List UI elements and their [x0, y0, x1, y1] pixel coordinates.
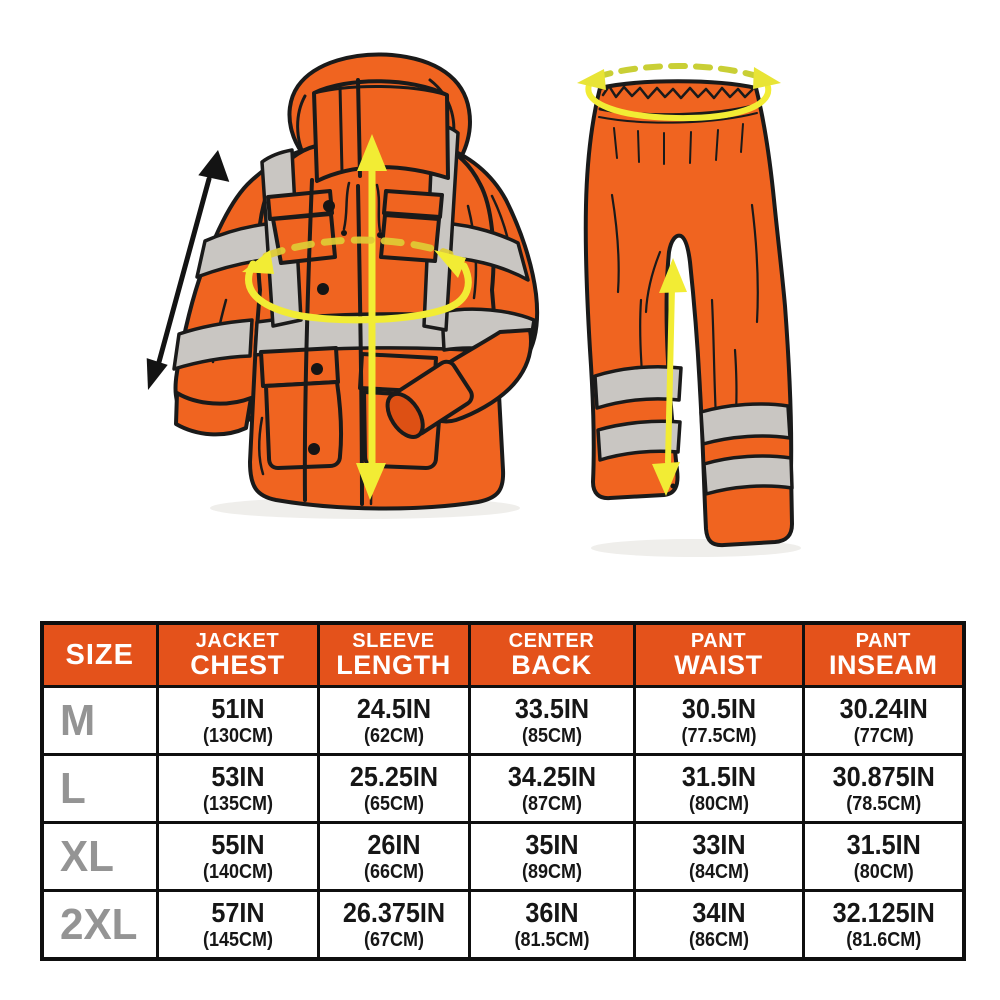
header-pant-inseam [803, 623, 964, 687]
value-in: 25.25IN [349, 760, 438, 792]
value-cell [803, 823, 964, 891]
table-row-2xl [42, 891, 964, 960]
value-in: 55IN [210, 828, 265, 860]
value-cm: (78.5CM) [845, 793, 921, 816]
value-in: 36IN [524, 896, 579, 928]
header-line2: BACK [511, 650, 592, 681]
value-cm: (81.5CM) [513, 929, 590, 952]
jacket-illustration [174, 54, 537, 508]
value-cm: (145CM) [202, 929, 273, 952]
value-in: 57IN [210, 896, 265, 928]
value-in: 34IN [691, 896, 746, 928]
value-cm: (66CM) [363, 861, 424, 884]
size-label-cell [42, 823, 157, 891]
size-chart-table [40, 621, 966, 961]
header-row [42, 623, 964, 687]
size-label: 2XL [60, 899, 138, 949]
value-cm: (80CM) [853, 861, 914, 884]
header-line1: PANT [690, 629, 747, 652]
value-in: 31.5IN [681, 760, 756, 792]
size-label: M [60, 695, 96, 745]
value-cell [157, 891, 318, 960]
size-label-cell [42, 687, 157, 755]
value-cell [318, 755, 469, 823]
value-cell [318, 891, 469, 960]
header-line1: PANT [855, 629, 911, 652]
value-cell [803, 755, 964, 823]
value-cell [318, 823, 469, 891]
value-in: 30.24IN [839, 692, 928, 724]
value-cm: (89CM) [521, 861, 582, 884]
size-label: XL [60, 831, 114, 881]
header-pant-waist [634, 623, 803, 687]
reflective-band-right-leg-upper [701, 404, 790, 444]
value-cell [318, 687, 469, 755]
table-row-m [42, 687, 964, 755]
right-chest-pocket-flap [384, 191, 442, 217]
value-in: 24.5IN [356, 692, 431, 724]
table-row-l [42, 755, 964, 823]
header-jacket-chest [157, 623, 318, 687]
value-in: 35IN [524, 828, 579, 860]
value-cell [469, 755, 634, 823]
value-in: 34.25IN [507, 760, 596, 792]
value-cell [803, 891, 964, 960]
value-in: 33IN [691, 828, 746, 860]
value-cell [469, 891, 634, 960]
value-in: 33.5IN [514, 692, 589, 724]
value-cell [634, 823, 803, 891]
value-in: 26IN [366, 828, 421, 860]
value-in: 32.125IN [832, 896, 935, 928]
header-line1: CENTER [508, 629, 595, 652]
table-row-xl [42, 823, 964, 891]
value-cell [469, 823, 634, 891]
value-in: 26.375IN [342, 896, 445, 928]
header-size [42, 623, 157, 687]
header-line1: SLEEVE [352, 629, 435, 652]
left-chest-pocket [273, 214, 335, 263]
header-center-back [469, 623, 634, 687]
header-size-label: SIZE [65, 638, 134, 671]
header-sleeve-length [318, 623, 469, 687]
header-line2: INSEAM [828, 650, 938, 681]
size-chart-header [42, 623, 964, 687]
value-cm: (140CM) [202, 861, 273, 884]
value-cm: (85CM) [521, 725, 582, 748]
value-cell [634, 891, 803, 960]
size-label-cell [42, 755, 157, 823]
value-cm: (80CM) [688, 793, 749, 816]
value-cm: (77CM) [853, 725, 914, 748]
brand-dot [671, 484, 676, 489]
pants-illustration [586, 81, 792, 545]
value-cm: (84CM) [688, 861, 749, 884]
value-cell [634, 687, 803, 755]
header-line2: CHEST [190, 650, 285, 681]
value-cm: (77.5CM) [680, 725, 757, 748]
value-cm: (65CM) [363, 793, 424, 816]
value-cm: (130CM) [202, 725, 273, 748]
value-in: 51IN [210, 692, 265, 724]
size-label-cell [42, 891, 157, 960]
value-in: 30.875IN [832, 760, 935, 792]
value-in: 31.5IN [846, 828, 921, 860]
value-in: 53IN [210, 760, 265, 792]
value-cell [803, 687, 964, 755]
header-line2: WAIST [674, 650, 763, 681]
value-cm: (86CM) [688, 929, 749, 952]
header-line1: JACKET [195, 629, 280, 652]
value-cell [634, 755, 803, 823]
value-cell [157, 687, 318, 755]
value-cm: (81.6CM) [845, 929, 921, 952]
value-cell [469, 687, 634, 755]
value-cell [157, 823, 318, 891]
value-in: 30.5IN [681, 692, 756, 724]
value-cm: (67CM) [363, 929, 424, 952]
value-cm: (135CM) [202, 793, 273, 816]
header-line2: LENGTH [336, 650, 451, 681]
left-lower-pocket-flap [261, 348, 338, 386]
value-cm: (87CM) [521, 793, 582, 816]
size-label: L [60, 763, 86, 813]
value-cell [157, 755, 318, 823]
value-cm: (62CM) [363, 725, 424, 748]
